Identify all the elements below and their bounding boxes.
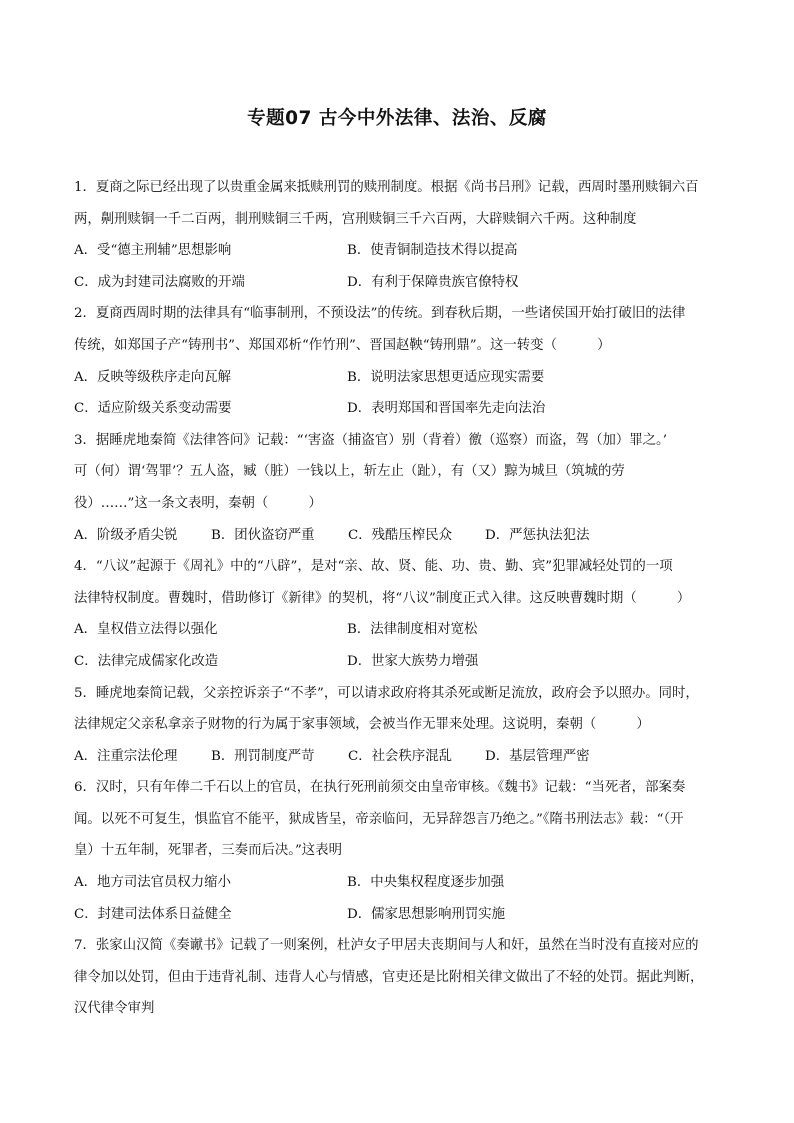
- question-3: [74, 425, 724, 551]
- question-5: [74, 678, 724, 773]
- option-b[interactable]: B．刑罚制度严苛: [211, 748, 315, 764]
- option-a[interactable]: A．地方司法官员权力缩小: [74, 875, 231, 891]
- option-c[interactable]: C．适应阶级关系变动需要: [74, 401, 232, 417]
- option-a[interactable]: A．反映等级秩序走向瓦解: [74, 369, 231, 385]
- option-a[interactable]: A．注重宗法伦理: [74, 748, 178, 764]
- option-d[interactable]: D．儒家思想影响刑罚实施: [347, 906, 506, 922]
- option-row: [74, 362, 724, 394]
- option-row: [74, 520, 724, 552]
- question-2: [74, 298, 724, 424]
- option-a[interactable]: A．皇权借立法得以强化: [74, 622, 218, 638]
- question-1: [74, 172, 724, 298]
- question-stem-line: 传统，如郑国子产“铸刑书”、郑国邓析“作竹刑”、晋国赵鞅“铸刑鼎”。这一转变（ ）: [74, 337, 611, 353]
- option-a[interactable]: A．受“德主刑辅”思想影响: [74, 243, 232, 259]
- question-list: [74, 172, 724, 1025]
- question-stem-line: 汉代律令审判: [74, 1001, 155, 1017]
- option-d[interactable]: D．有利于保障贵族官僚特权: [347, 274, 519, 290]
- option-b[interactable]: B．法律制度相对宽松: [347, 622, 478, 638]
- question-stem-line: 3．据睡虎地秦简《法律答问》记载：“‘害盗（捕盗官）别（背着）徼（巡察）而盗，驾（加）罪之。’: [74, 432, 667, 448]
- question-stem-line: 皇）十五年制，死罪者，三奏而后决。”这表明: [74, 843, 342, 859]
- question-stem-line: 1．夏商之际已经出现了以贵重金属来抵赎刑罚的赎刑制度。根据《尚书吕刑》记载，西周时墨刑赎铜六百: [74, 180, 699, 195]
- option-a[interactable]: A．阶级矛盾尖锐: [74, 527, 178, 543]
- option-b[interactable]: B．中央集权程度逐步加强: [347, 875, 505, 891]
- question-stem-line: 法律特权制度。曹魏时，借助修订《新律》的契机，将“八议”制度正式入律。这反映曹魏时期（ ）: [74, 590, 691, 606]
- option-row: [74, 899, 724, 931]
- option-d[interactable]: D．表明郑国和晋国率先走向法治: [347, 401, 546, 417]
- page-title: 专题07 古今中外法律、法治、反腐: [247, 108, 547, 129]
- option-row: [74, 235, 724, 267]
- option-c[interactable]: C．残酷压榨民众: [348, 527, 452, 543]
- option-c[interactable]: C．封建司法体系日益健全: [74, 906, 232, 922]
- option-row: [74, 614, 724, 646]
- question-stem-line: 2．夏商西周时期的法律具有“临事制刑，不预设法”的传统。到春秋后期，一些诸侯国开始打破旧的法律: [74, 306, 686, 322]
- question-stem-line: 7．张家山汉简《奏谳书》记载了一则案例，杜泸女子甲居夫丧期间与人和奸，虽然在当时没有直接对应的: [74, 938, 699, 954]
- question-6: [74, 772, 724, 930]
- question-stem-line: 可（何）谓‘驾罪’？五人盗，臧（脏）一钱以上，斩左止（趾），有（又）黥为城旦（筑城的劳: [74, 464, 625, 480]
- question-stem-line: 律令加以处罚，但由于违背礼制、违背人心与情感，官吏还是比附相关律文做出了不轻的处罚。据此判断，: [74, 969, 704, 985]
- question-7: [74, 930, 724, 1025]
- question-stem-line: 法律规定父亲私拿亲子财物的行为属于家事领域，会被当作无罪来处理。这说明，秦朝（ ）: [74, 717, 650, 733]
- question-stem-line: 6．汉时，只有年俸二千石以上的官员，在执行死刑前须交由皇帝审核。《魏书》记载：“当死者，部案奏: [74, 780, 686, 796]
- question-stem-line: 役）……”这一条文表明，秦朝（ ）: [74, 495, 322, 511]
- question-stem-line: 4．“八议”起源于《周礼》中的“八辟”，是对“亲、故、贤、能、功、贵、勤、宾”犯罪减轻处罚的一项: [74, 559, 673, 575]
- question-stem-line: 5．睡虎地秦简记载，父亲控诉亲子“不孝”，可以请求政府将其杀死或断足流放，政府会予以照办。同时，: [74, 685, 699, 701]
- question-4: [74, 551, 724, 677]
- option-b[interactable]: B．说明法家思想更适应现实需要: [347, 369, 545, 385]
- option-d[interactable]: D．基层管理严密: [485, 748, 590, 764]
- option-d[interactable]: D．世家大族势力增强: [347, 653, 479, 669]
- option-d[interactable]: D．严惩执法犯法: [485, 527, 590, 543]
- option-c[interactable]: C．法律完成儒家化改造: [74, 653, 219, 669]
- option-b[interactable]: B．使青铜制造技术得以提高: [347, 243, 518, 259]
- option-c[interactable]: C．社会秩序混乱: [348, 748, 452, 764]
- question-stem-line: 闻。以死不可复生，惧监官不能平，狱成皆呈，帝亲临问，无异辞怨言乃绝之。”《隋书刑法志》载：“（开: [74, 811, 684, 827]
- question-stem-line: 两，劓刑赎铜一千二百两，剕刑赎铜三千两，宫刑赎铜三千六百两，大辟赎铜六千两。这种制度: [74, 211, 637, 227]
- option-row: [74, 267, 724, 299]
- option-b[interactable]: B．团伙盗窃严重: [211, 527, 315, 543]
- option-row: [74, 393, 724, 425]
- option-row: [74, 646, 724, 678]
- option-c[interactable]: C．成为封建司法腐败的开端: [74, 274, 245, 290]
- option-row: [74, 741, 724, 773]
- option-row: [74, 867, 724, 899]
